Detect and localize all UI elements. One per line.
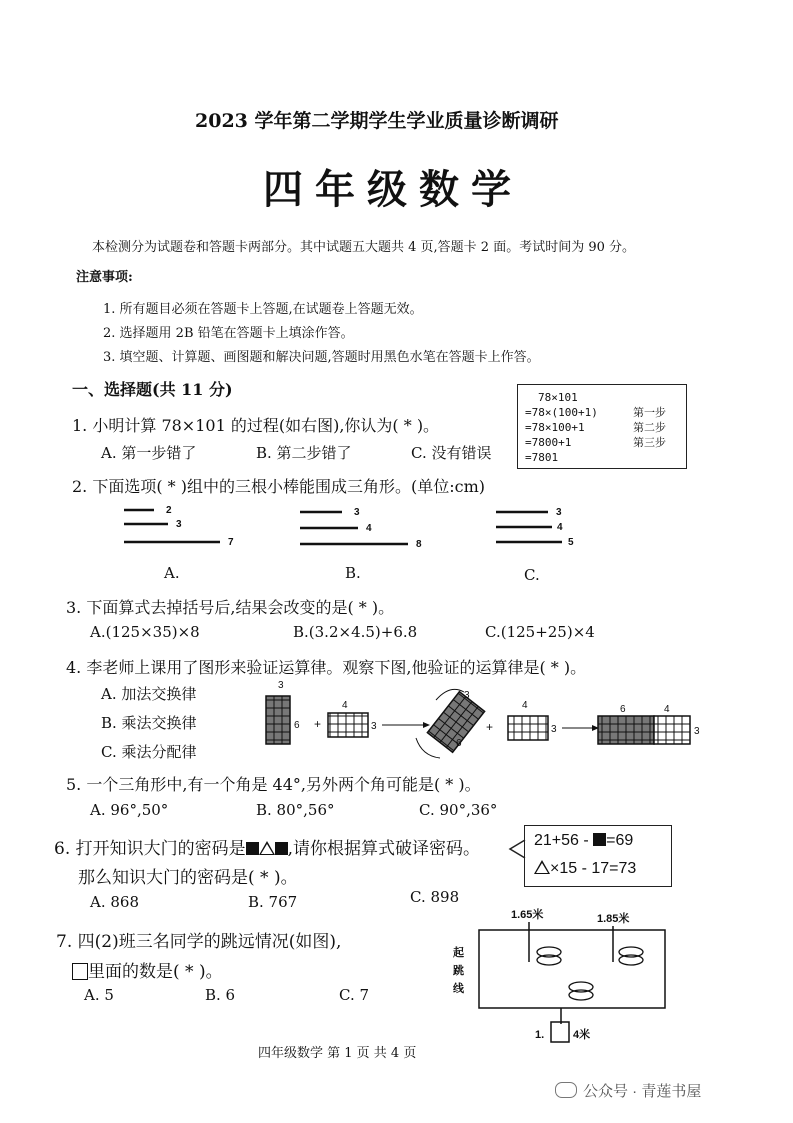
stick-length: 3: [176, 519, 182, 530]
equation-2-right: ×15 - 17=73: [550, 860, 637, 877]
stick-length: 2: [166, 505, 172, 516]
equation-1-right: =69: [606, 832, 634, 849]
notes-heading: 注意事项:: [76, 270, 133, 285]
q6-option-a: A. 868: [90, 893, 139, 911]
stick-length: 5: [568, 537, 574, 548]
q2-option-b: B.: [345, 564, 361, 582]
plus-sign: +: [314, 717, 322, 731]
question-7-line2: [72, 957, 223, 982]
dimension-label: 6: [456, 738, 462, 749]
stick-length: 4: [557, 522, 563, 533]
q7-option-b: B. 6: [205, 986, 236, 1004]
q6-text-before: 6. 打开知识大门的密码是: [54, 839, 246, 859]
password-equation-box: [524, 825, 672, 887]
page-title: 四年级数学: [263, 166, 523, 213]
q7-option-c: C. 7: [339, 986, 370, 1004]
dimension-label: 3: [464, 690, 470, 701]
white-grid: [328, 713, 368, 737]
jump-distance-suffix: 4米: [573, 1029, 591, 1041]
empty-box-icon: [72, 963, 88, 980]
section-heading: 一、选择题(共 11 分): [72, 380, 233, 399]
q3-option-b: B.(3.2×4.5)+6.8: [293, 623, 418, 641]
operation-law-figure: [258, 676, 708, 766]
unknown-digit-box: [551, 1022, 569, 1042]
calc-step-label: 第一步: [633, 406, 666, 419]
q7-option-a: A. 5: [84, 986, 114, 1004]
note-item: 2. 选择题用 2B 铅笔在答题卡上填涂作答。: [103, 326, 354, 341]
equation-2: [534, 860, 636, 878]
equation-1-left: 21+56 -: [534, 832, 589, 849]
q4-option-a: A. 加法交换律: [101, 685, 197, 703]
stick-length: 3: [354, 507, 360, 518]
dimension-label: 3: [371, 721, 377, 732]
triangle-icon: [534, 860, 550, 874]
stick-length: 8: [416, 539, 422, 550]
q6-text-after: ,请你根据算式破译密码。: [287, 839, 481, 859]
q6-option-c: C. 898: [410, 888, 460, 906]
stick-length: 3: [556, 507, 562, 518]
white-grid: [508, 716, 548, 740]
dimension-label: 4: [664, 704, 670, 715]
stick-length: 4: [366, 523, 372, 534]
question-5-text: 5. 一个三角形中,有一个角是 44°,另外两个角可能是( * )。: [66, 775, 481, 794]
arrow-head: [423, 722, 430, 728]
question-2-text: 2. 下面选项( * )组中的三根小棒能围成三角形。(单位:cm): [72, 477, 486, 496]
dimension-label: 6: [620, 704, 626, 715]
dimension-label: 3: [551, 724, 557, 735]
calc-step-label: 第二步: [633, 421, 666, 434]
q6-option-b: B. 767: [248, 893, 298, 911]
black-square-icon: [246, 842, 259, 855]
plus-sign: +: [486, 720, 494, 734]
dimension-label: 4: [522, 700, 528, 711]
calc-step-label: 第三步: [633, 436, 666, 449]
dimension-label: 3: [694, 726, 700, 737]
page-footer: 四年级数学 第 1 页 共 4 页: [258, 1046, 417, 1061]
start-line-label: 跳: [453, 965, 464, 977]
q3-option-a: A.(125×35)×8: [90, 623, 200, 641]
question-1-text: 1. 小明计算 78×101 的过程(如右图),你认为( * )。: [72, 416, 440, 435]
q2-option-a: A.: [164, 564, 180, 582]
question-3-text: 3. 下面算式去掉括号后,结果会改变的是( * )。: [66, 598, 395, 617]
equation-1: [534, 832, 633, 850]
q5-option-c: C. 90°,36°: [419, 801, 498, 819]
calc-line: =78×100+1: [525, 421, 585, 434]
exam-supertitle: 2023 学年第二学期学生学业质量诊断调研: [195, 110, 559, 132]
q1-option-c: C. 没有错误: [411, 444, 492, 462]
sand-pit: [479, 930, 665, 1008]
question-7-text: 7. 四(2)班三名同学的跳远情况(如图),: [56, 932, 342, 952]
stick-figures: [110, 498, 610, 560]
calc-line: =7800+1: [525, 436, 572, 449]
watermark-text: 公众号 · 青莲书屋: [583, 1083, 702, 1100]
q3-option-c: C.(125+25)×4: [485, 623, 595, 641]
calc-line: 78×101: [538, 391, 578, 404]
calculation-box: [517, 384, 687, 469]
q5-option-b: B. 80°,56°: [256, 801, 335, 819]
black-square-icon: [275, 842, 288, 855]
jump-distance-prefix: 1.: [535, 1029, 545, 1041]
calc-line: =7801: [525, 451, 559, 464]
wechat-icon: [555, 1082, 577, 1098]
triangle-icon: [259, 841, 275, 855]
dimension-label: 3: [278, 680, 284, 691]
start-line-label: 起: [453, 947, 464, 959]
long-jump-figure: [445, 900, 675, 1045]
question-6-text: [54, 834, 480, 859]
jump-distance-label: 1.65米: [511, 909, 544, 921]
q5-option-a: A. 96°,50°: [90, 801, 169, 819]
exam-intro: 本检测分为试题卷和答题卡两部分。其中试题五大题共 4 页,答题卡 2 面。考试时间为 90 分。: [92, 240, 636, 255]
jump-distance-label: 1.85米: [597, 913, 630, 925]
q4-option-c: C. 乘法分配律: [101, 743, 197, 761]
note-item: 1. 所有题目必须在答题卡上答题,在试题卷上答题无效。: [103, 302, 423, 317]
dimension-label: 6: [294, 720, 300, 731]
shaded-grid: [266, 696, 290, 744]
combined-white-part: [654, 716, 690, 744]
question-4-text: 4. 李老师上课用了图形来验证运算律。观察下图,他验证的运算律是( * )。: [66, 658, 587, 677]
calc-line: =78×(100+1): [525, 406, 598, 419]
watermark: [555, 1080, 701, 1101]
stick-length: 7: [228, 537, 234, 548]
black-square-icon: [593, 833, 606, 846]
rotation-arrow: [416, 738, 440, 758]
question-6-line2: 那么知识大门的密码是( * )。: [78, 868, 298, 888]
q4-option-b: B. 乘法交换律: [101, 714, 197, 732]
question-7-line2-text: 里面的数是( * )。: [88, 962, 223, 982]
note-item: 3. 填空题、计算题、画图题和解决问题,答题时用黑色水笔在答题卡上作答。: [103, 350, 540, 365]
q1-option-b: B. 第二步错了: [256, 444, 352, 462]
start-line-label: 线: [453, 983, 464, 995]
dimension-label: 4: [342, 700, 348, 711]
q1-option-a: A. 第一步错了: [101, 444, 197, 462]
combined-shaded-part: [598, 716, 654, 744]
q2-option-c: C.: [524, 566, 540, 584]
